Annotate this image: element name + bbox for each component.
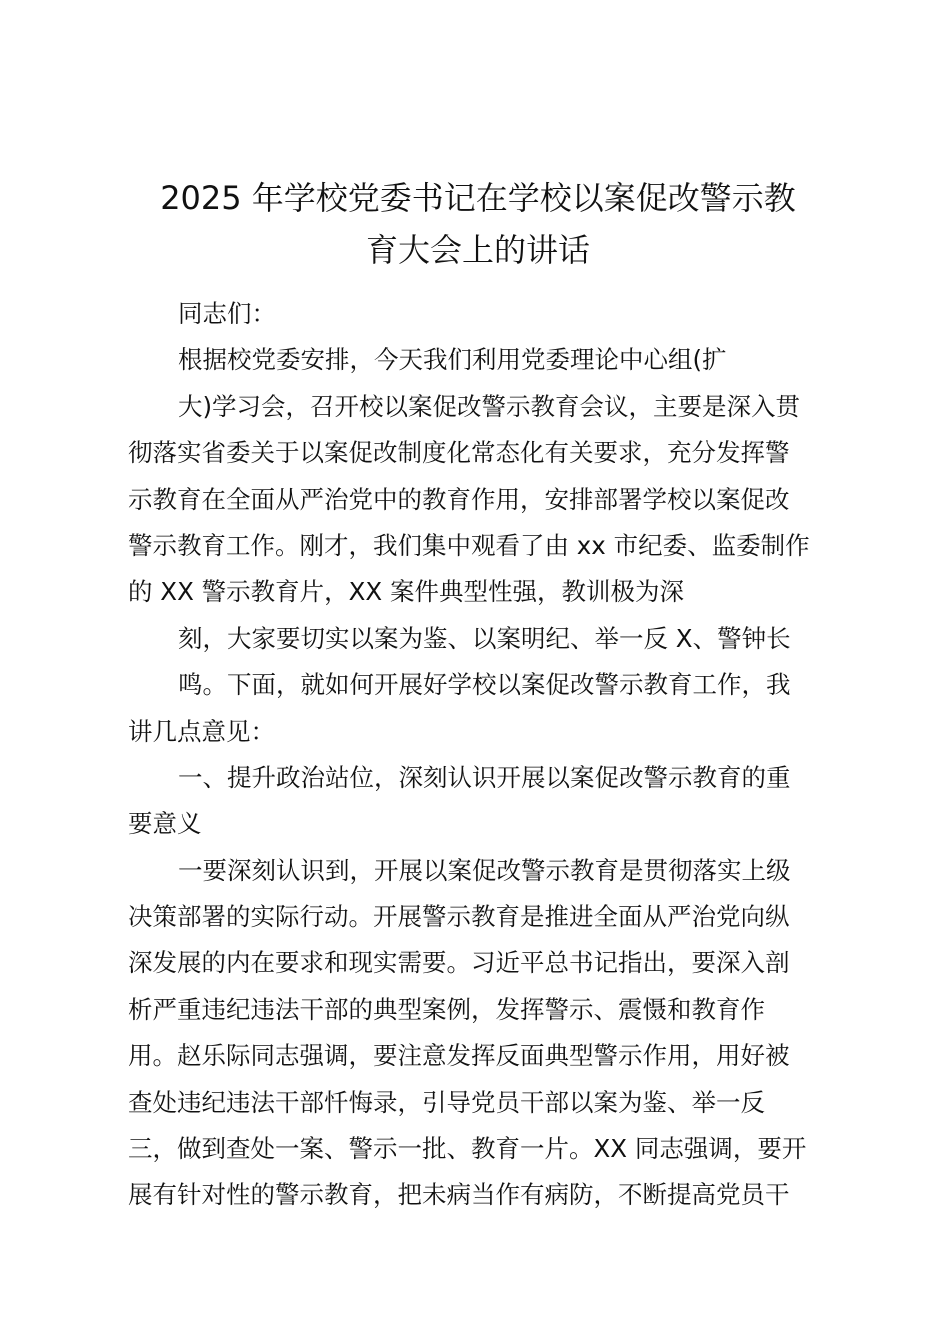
- document-body: [128, 291, 838, 1219]
- body-line: 展有针对性的警示教育，把未病当作有病防，不断提高党员干: [128, 1180, 790, 1210]
- body-line: 同志们：: [178, 299, 276, 328]
- body-line: 示教育在全面从严治党中的教育作用，安排部署学校以案促改: [128, 484, 790, 514]
- body-line: 鸣。下面，就如何开展好学校以案促改警示教育工作，我: [178, 670, 791, 700]
- body-line: 决策部署的实际行动。开展警示教育是推进全面从严治党向纵: [128, 902, 790, 932]
- body-line: 查处违纪违法干部忏悔录，引导党员干部以案为鉴、举一反: [128, 1087, 765, 1117]
- section-heading: 要意义: [128, 809, 202, 839]
- body-line: 警示教育工作。刚才，我们集中观看了由 xx 市纪委、监委制作: [128, 530, 810, 560]
- body-line: 刻，大家要切实以案为鉴、以案明纪、举一反 X、警钟长: [178, 623, 791, 653]
- body-line: 三，做到查处一案、警示一批、教育一片。XX 同志强调，要开: [128, 1134, 807, 1164]
- body-line: 一要深刻认识到，开展以案促改警示教育是贯彻落实上级: [178, 855, 791, 885]
- document-title: [128, 172, 828, 276]
- body-line: 深发展的内在要求和现实需要。习近平总书记指出，要深入剖: [128, 948, 790, 978]
- body-line: 用。赵乐际同志强调，要注意发挥反面典型警示作用，用好被: [128, 1041, 790, 1071]
- body-line: 大)学习会，召开校以案促改警示教育会议，主要是深入贯: [178, 391, 801, 421]
- body-line: 讲几点意见：: [128, 716, 275, 746]
- title-line-1: 2025 年学校党委书记在学校以案促改警示教: [160, 179, 796, 217]
- body-line: 根据校党委安排，今天我们利用党委理论中心组(扩: [178, 345, 727, 375]
- body-line: 彻落实省委关于以案促改制度化常态化有关要求，充分发挥警: [128, 438, 790, 468]
- body-line: 析严重违纪违法干部的典型案例，发挥警示、震慑和教育作: [128, 994, 765, 1024]
- body-line: 的 XX 警示教育片，XX 案件典型性强，教训极为深: [128, 577, 684, 607]
- title-line-2: 育大会上的讲话: [365, 231, 590, 269]
- section-heading: 一、提升政治站位，深刻认识开展以案促改警示教育的重: [178, 762, 791, 792]
